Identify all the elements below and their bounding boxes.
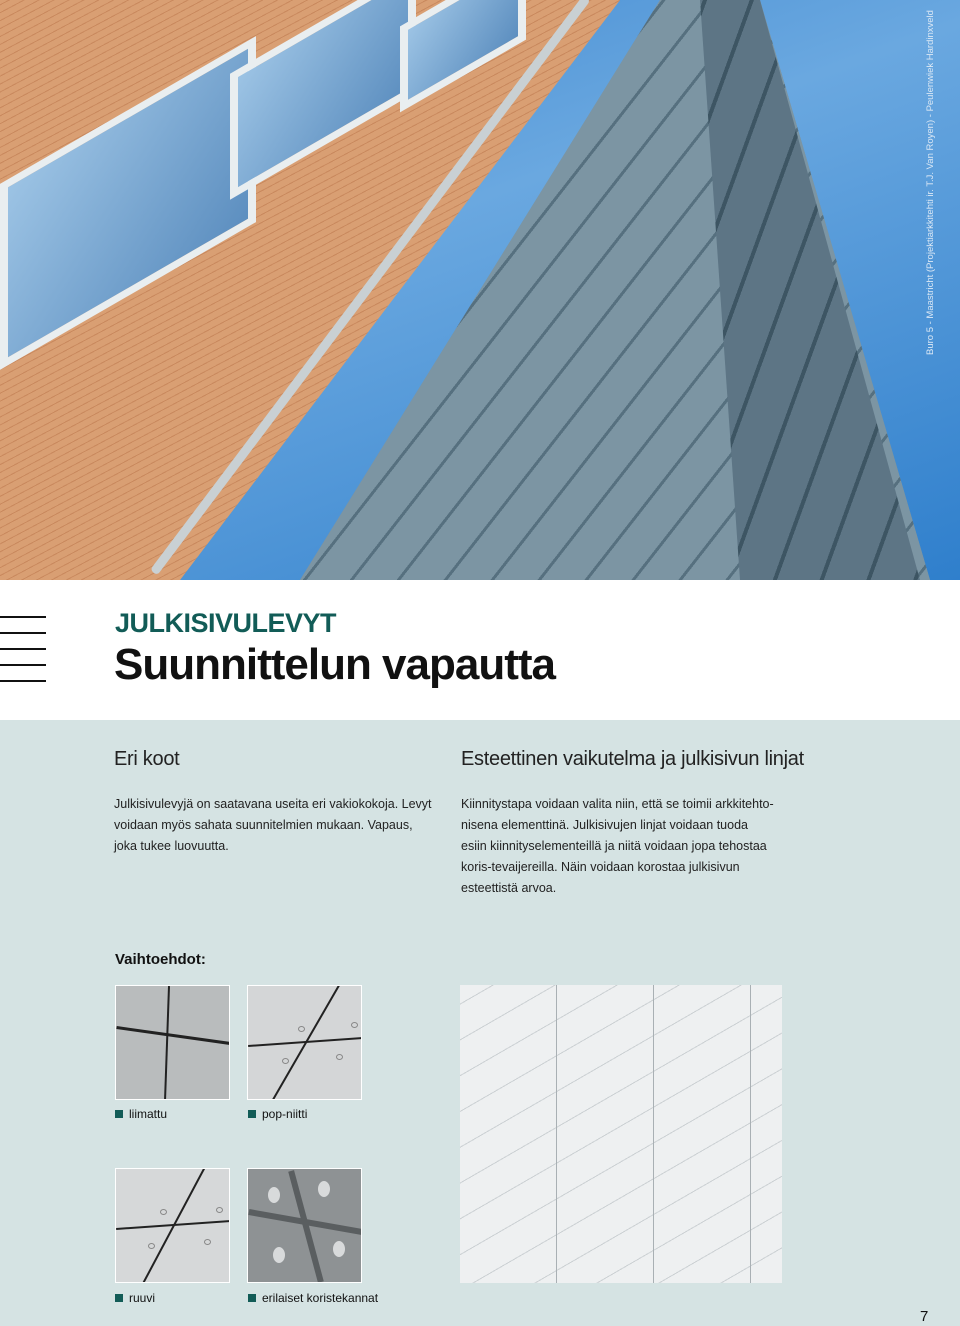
decorative-lines [0,616,46,696]
option-image-glued [115,985,230,1100]
section-body: Kiinnitystapa voidaan valita niin, että se toimii arkkitehto-nisena elementtinä. Julkisivujen linjat voidaan tuoda esiin kiinnityselementeillä ja niitä voidaan jopa tehostaa koris-tevaijereilla. Näin voidaan korostaa julkisivun esteettistä arvoa. [461,797,774,895]
option-label: liimattu [115,1107,167,1121]
section-heading: Eri koot [114,748,180,770]
page-title: Suunnittelun vapautta [114,640,555,689]
options-heading: Vaihtoehdot: [115,951,206,968]
photo-credit: Buro 5 - Maastricht (Projektiarkkitehti ir. T.J. Van Royen) - Peulenwiek Hardinxveld [925,10,936,355]
page-number: 7 [920,1308,929,1325]
section-heading: Esteettinen vaikutelma ja julkisivun linjat [461,748,804,770]
section-body: Julkisivulevyjä on saatavana useita eri vakiokokoja. Levyt voidaan myös sahata suunnitelmien mukaan. Vapaus, joka tukee luovuutta. [114,797,432,853]
hero-building-photo [0,0,960,580]
option-image-screw [115,1168,230,1283]
facade-wire-detail-photo [460,985,782,1283]
option-label: erilaiset koristekannat [248,1291,378,1305]
option-label: ruuvi [115,1291,155,1305]
option-label: pop-niitti [248,1107,307,1121]
option-image-pop-rivet [247,985,362,1100]
option-image-decorative-caps [247,1168,362,1283]
section-kicker: JULKISIVULEVYT [115,608,337,638]
